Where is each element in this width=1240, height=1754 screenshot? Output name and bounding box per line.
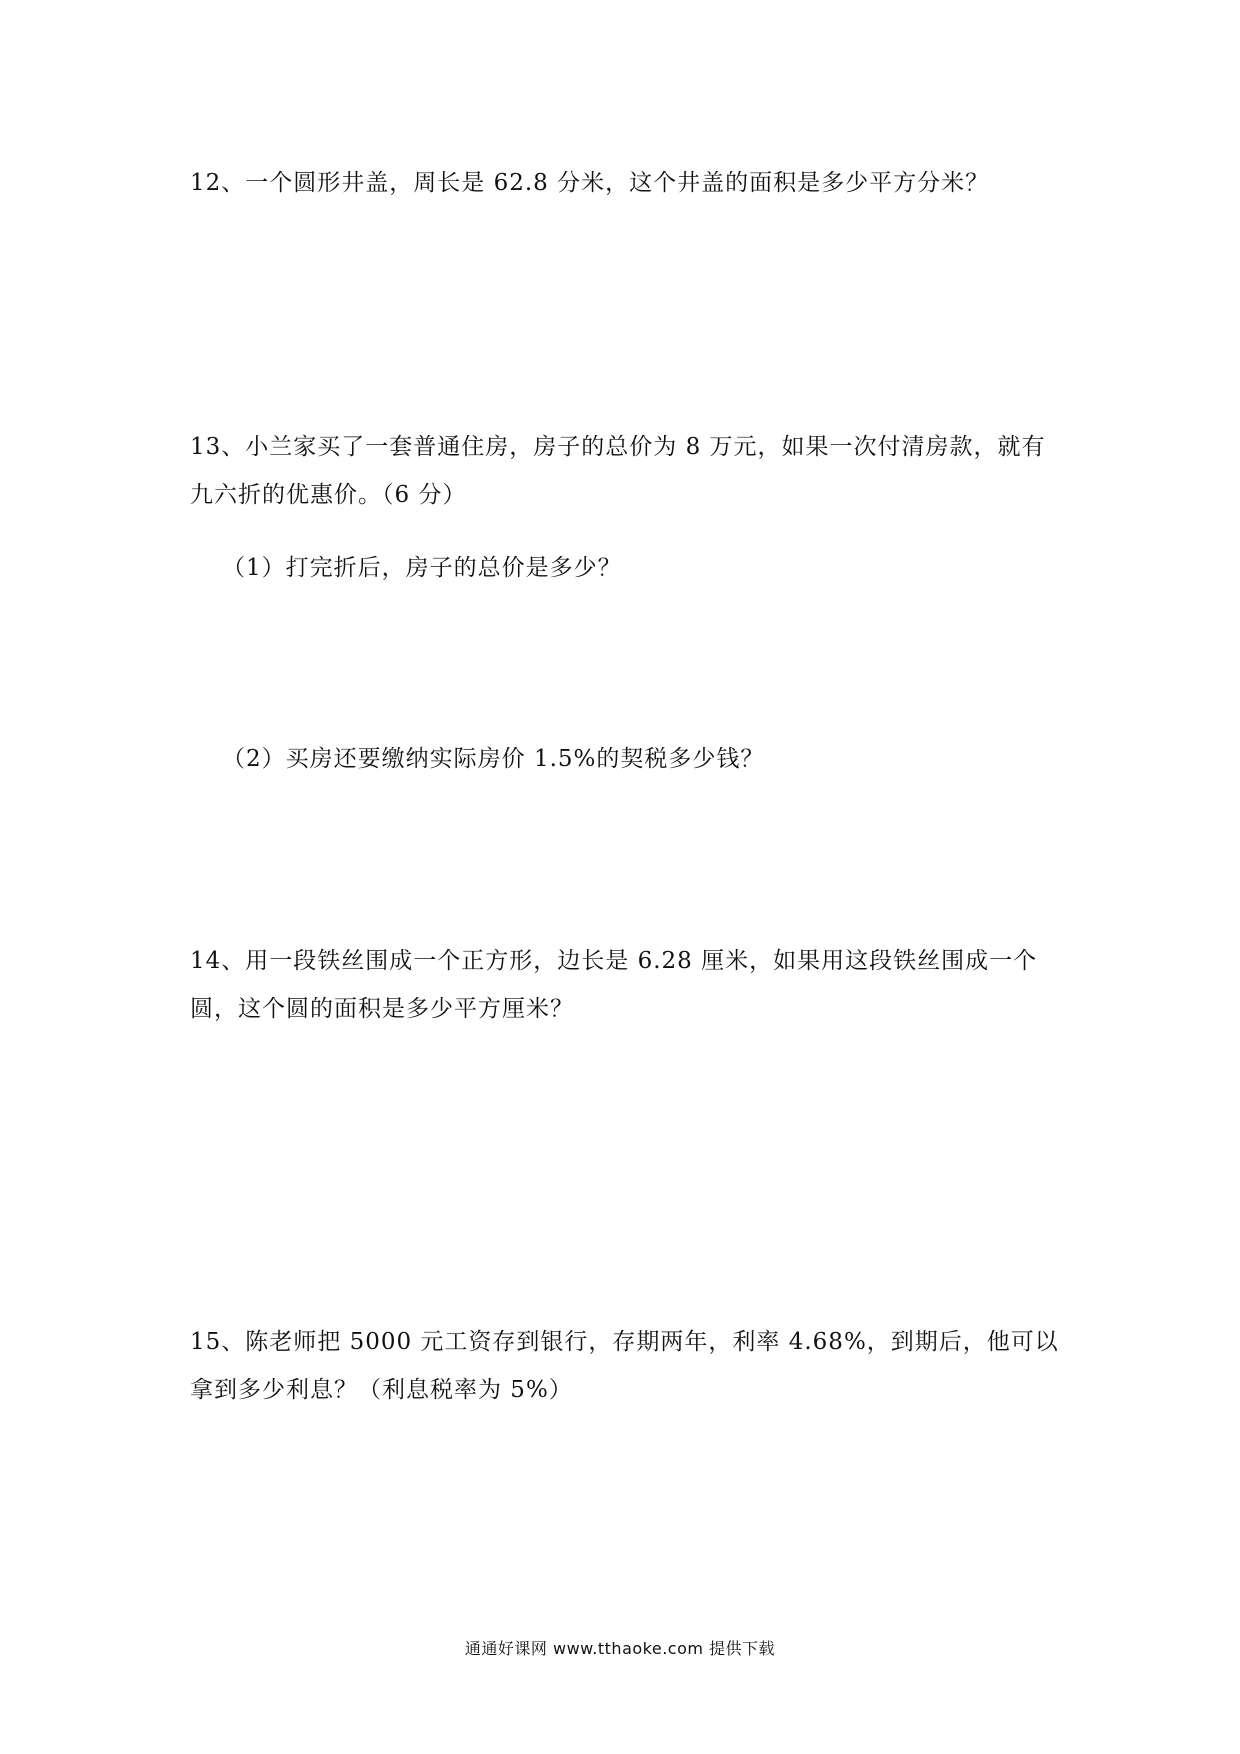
question-14-text-line-1: 14、用一段铁丝围成一个正方形，边长是 6.28 厘米，如果用这段铁丝围成一个: [190, 948, 1038, 974]
page-footer: 通通好课网 www.tthaoke.com 提供下载: [464, 1639, 776, 1658]
question-12-text: 12、一个圆形井盖，周长是 62.8 分米，这个井盖的面积是多少平方分米？: [190, 170, 990, 196]
question-13-text-line-2: 九六折的优惠价。（6 分）: [190, 482, 467, 508]
question-15-text-line-2: 拿到多少利息？（利息税率为 5%）: [190, 1377, 573, 1403]
question-15-text-line-1: 15、陈老师把 5000 元工资存到银行，存期两年，利率 4.68%，到期后，他可以: [190, 1329, 1059, 1355]
question-13-part-2: （2）买房还要缴纳实际房价 1.5%的契税多少钱？: [222, 746, 765, 772]
question-14-text-line-2: 圆，这个圆的面积是多少平方厘米？: [190, 996, 574, 1022]
question-13-text-line-1: 13、小兰家买了一套普通住房，房子的总价为 8 万元，如果一次付清房款，就有: [190, 434, 1046, 460]
question-13-part-1: （1）打完折后，房子的总价是多少？: [222, 555, 622, 581]
